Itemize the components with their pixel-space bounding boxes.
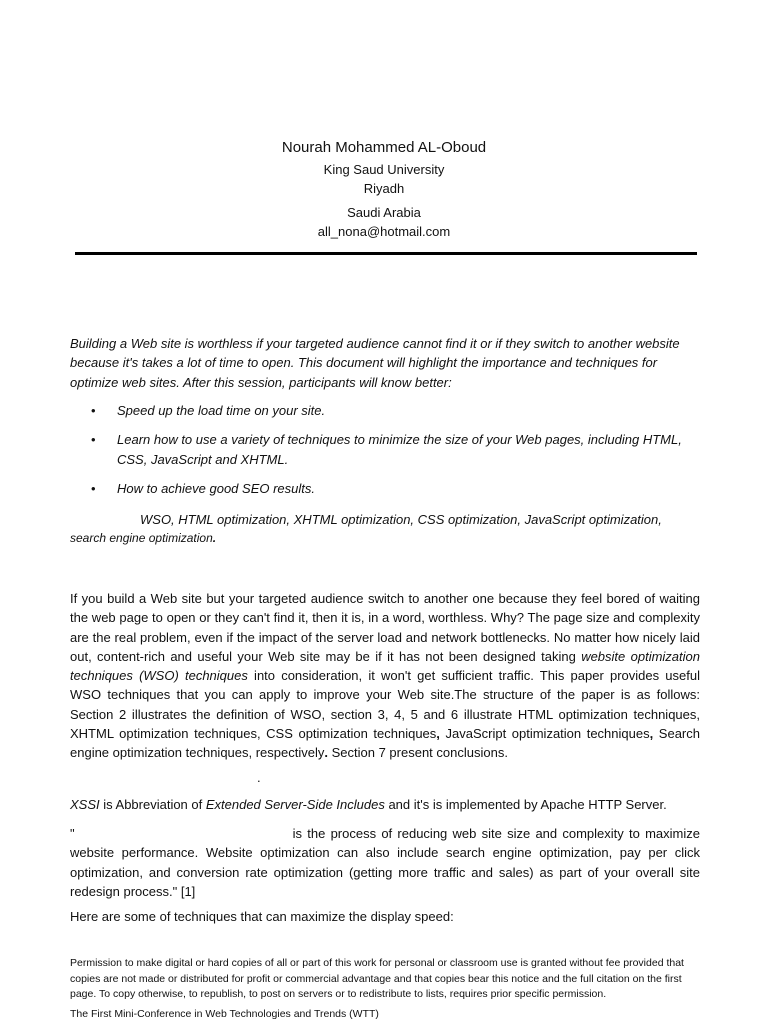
wso-quote [70,824,700,901]
stray-dot: . [257,770,261,785]
list-item [70,479,700,498]
intro-part-4: Search engine optimization techniques, respectively [70,726,700,761]
xssi-mid: is Abbreviation of [99,797,206,812]
list-item [70,401,700,420]
keywords-last: search engine optimization [70,531,213,546]
author-email: all_nona@hotmail.com [317,224,451,239]
keywords-end: . [212,531,217,546]
xssi-expansion: Extended Server-Side Includes [205,797,385,812]
keywords [70,510,700,549]
intro-part-2: into consideration, it won't get sufficient traffic. This paper provides useful WSO techniques that you can apply to improve your Web site.The structure of the paper is as follows: Section 2 illustrates the definition of WSO, section 3, 4, 5 and 6 illustrate HTML optimization techniques, XHTML optimization techniques, CSS optimization techniques [70,668,700,742]
author-university: King Saud University [323,162,445,177]
bullet-text: How to achieve good SEO results. [117,480,315,496]
keywords-line-1: WSO, HTML optimization, XHTML optimization, CSS optimization, JavaScript optimization, [140,512,662,527]
bullet-text: Learn how to use a variety of techniques to minimize the size of your Web pages, including HTML, CSS, JavaScript and XHTML. [117,432,682,467]
conference-name: The First Mini-Conference in Web Technologies and Trends (WTT) [70,1008,379,1020]
introduction-paragraph [70,589,700,763]
intro-part-3: JavaScript optimization techniques [439,726,650,742]
quote-open: " [70,826,75,841]
bullet-icon: • [91,432,96,448]
bullet-text: Speed up the load time on your site. [117,403,326,418]
intro-part-1: If you build a Web site but your targeted audience switch to another one because they feel bored of waiting the web page to open or they can't find it, then it is, in a word, worthless. Why? The page size and complexity are the real problem, even if the impact of the server load and network bottlenecks. No matter how nicely laid out, content-rich and useful your Web site may be if it has not been designed taking [70,591,700,664]
xssi-term: XSSI [70,797,100,812]
intro-comma-2: , [649,726,654,742]
xssi-definition [70,795,700,814]
intro-emphasis: website optimization techniques (WSO) techniques [70,648,700,684]
bullet-icon: • [91,403,96,418]
abstract-bullet-list [70,401,700,508]
author-country: Saudi Arabia [347,205,421,220]
abstract-text: Building a Web site is worthless if your targeted audience cannot find it or if they switch to another website because it's takes a lot of time to open. This document will highlight the importance and techniques for optimize web sites. After this session, participants will know better: [70,336,680,390]
bullet-icon: • [91,480,96,496]
intro-comma-1: , [436,726,440,742]
techniques-intro: Here are some of techniques that can maximize the display speed: [70,909,454,924]
author-name: Nourah Mohammed AL-Oboud [281,139,487,156]
xssi-rest: and it's is implemented by Apache HTTP Server. [384,797,667,812]
header-divider [75,252,697,255]
intro-period: . [324,745,328,761]
permission-notice: Permission to make digital or hard copies of all or part of this work for personal or classroom use is granted without fee provided that copies are not made or distributed for profit or commercial advantage and that copies bear this notice and the full citation on the first page. To copy otherwise, to republish, to post on servers or to redistribute to lists, requires prior specific permission. [70,957,684,1000]
author-city: Riyadh [363,181,405,196]
quote-text: is the process of reducing web site size and complexity to maximize website performance. Website optimization can also include search engine optimization, pay per click optimization, and conversion rate optimization (getting more traffic and sales) as part of your overall site redesign process." [1] [70,826,700,899]
list-item [70,430,700,469]
keywords-line-2 [70,529,700,548]
intro-part-5: Section 7 present conclusions. [328,745,508,761]
